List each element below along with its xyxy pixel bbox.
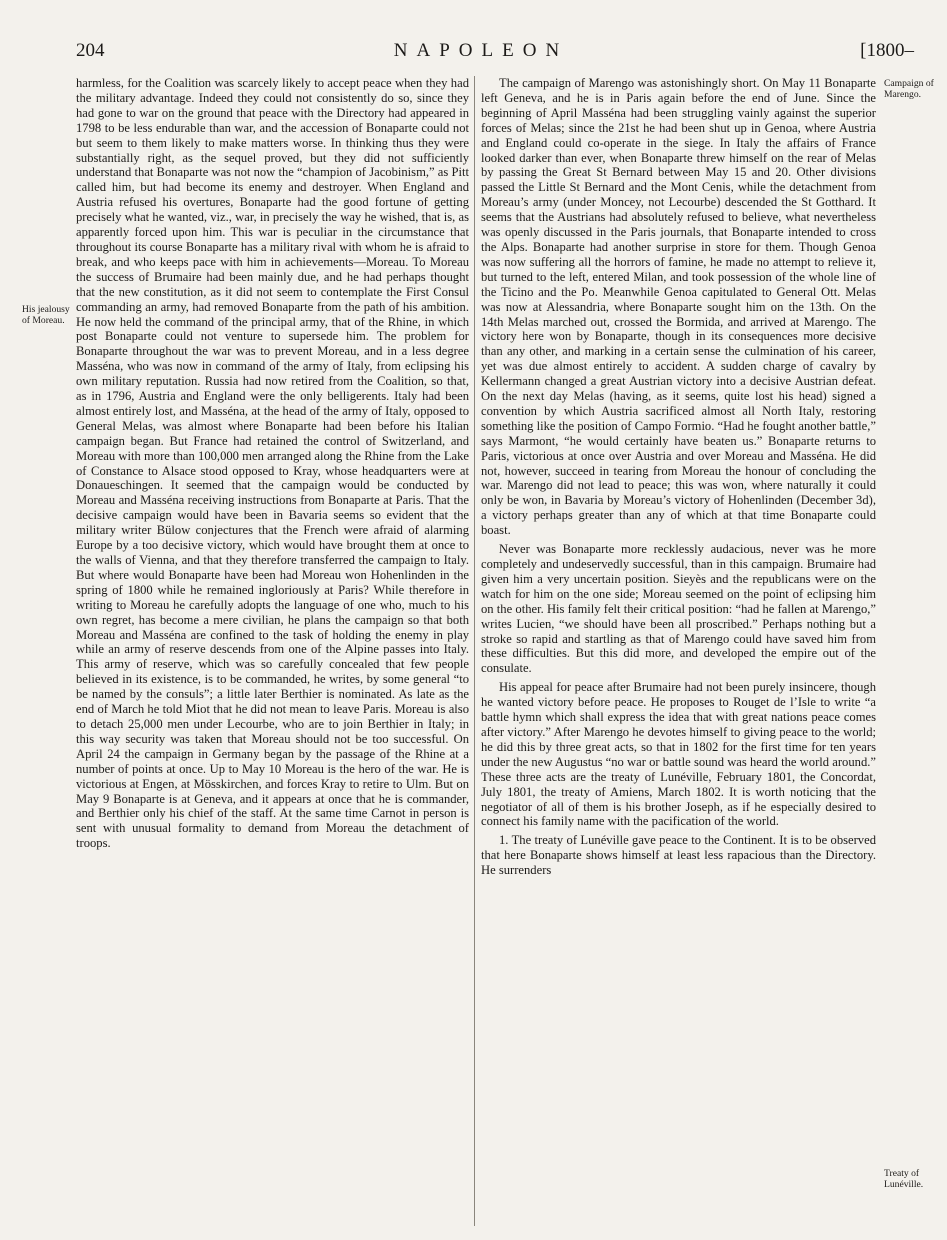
paragraph: harmless, for the Coalition was scarcely likely to accept peace when they had the military advantage. Indeed they could not consistently do so, since they had gone to war on the ground that peace with the Directory had appeared in 1798 to be less endurable than war, and the accession of Bonaparte could not but seem to them likely to make matters worse. In thinking thus they were substantially right, as the sequel proved, but they did not sufficiently understand that Bonaparte was not now the “champion of Jacobinism,” as Pitt called him, but had become its enemy and destroyer. When England and Austria refused his overtures, Bonaparte had the good fortune of getting precisely what he wanted, viz., war, in precisely the way he wished, that is, as apparently forced upon him. This war is peculiar in the circumstance that throughout its course Bonaparte has a military rival with whom he is afraid to break, and who keeps pace with him in achievements—Moreau. To Moreau the success of Brumaire had been mainly due, and he had perhaps thought that the new constitution, as it did not seem to contemplate the First Consul commanding an army, had removed Bonaparte from the path of his ambition. He now held the command of the principal army, that of the Rhine, in which post Bonaparte could not venture to supersede him. The problem for Bonaparte throughout the war was to prevent Moreau, and in a less degree Masséna, who was now in command of the army of Italy, from eclipsing his own military reputation. Russia had now retired from the Coalition, so that, as in 1796, Austria and England were the only belligerents. Italy had been almost entirely lost, and Masséna, at the head of the army of Italy, opposed to General Melas, was almost where Bonaparte had been before his Italian campaign began. But France had retained the control of Switzerland, and Moreau with more than 100,000 men arranged along the Rhine from the Lake of Constance to Alsace stood opposed to Kray, whose headquarters were at Donaueschingen. It seemed that the campaign would be conducted by Moreau and Masséna receiving instructions from Bonaparte at Paris. That the decisive campaign would have been in Bavaria seems so evident that the military writer Bülow conjectures that the French were afraid of alarming Europe by a too decisive victory, which would have brought them at once to the walls of Vienna, and that they therefore transferred the campaign to Italy. But where would Bonaparte have been had Moreau won Hohenlinden in the spring of 1800 while he remained ingloriously at Paris? While therefore in writing to Moreau he carefully adopts the language of one who, much to his own regret, has become a mere civilian, he plans the campaign so that both Moreau and Masséna are confined to the task of holding the enemy in play while an army of reserve descends from one of the Alpine passes into Italy. This army of reserve, which was so carefully concealed that few people believed in its existence, is to be commanded, he writes, by some general “to be named by the consuls”; a little later Berthier is nominated. As late as the end of March he told Miot that he did not mean to leave Paris. Moreau is also to detach 25,000 men under Lecourbe, who are to join Berthier in Italy; in this way security was taken that Moreau should not be too successful. On April 24 the campaign in Germany began by the passage of the Rhine at a number of points at once. Up to May 10 Moreau is the hero of the war. He is victorious at Engen, at Mösskirchen, and forces Kray to retire to Ulm. But on May 9 Bonaparte is at Geneva, and it appears at once that he is commander, and Berthier only his chief of the staff. At the same time Carnot in person is sent with unusual formality to demand from Moreau the detachment of troops. bbox=[76, 76, 469, 851]
running-title: NAPOLEON bbox=[393, 40, 569, 61]
right-column bbox=[481, 76, 876, 1226]
paragraph: His appeal for peace after Brumaire had not been purely insincere, though he wanted victory before peace. He proposes to Rouget de l’Isle to write “a battle hymn which shall express the idea that with great nations peace comes after victory.” After Marengo he devotes himself to giving peace to the world; he did this by three great acts, so that in 1802 for the first time for ten years under the new Augustus “no war or battle sound was heard the world around.” These three acts are the treaty of Lunéville, February 1801, the Concordat, July 1801, the treaty of Amiens, March 1802. It is worth noticing that the negotiator of all of them is his brother Joseph, as if he especially desired to connect his family name with the pacification of the world. bbox=[481, 680, 876, 829]
column-divider bbox=[474, 76, 475, 1226]
left-column bbox=[76, 76, 469, 1226]
margin-note-luneville: Treaty of Lunéville. bbox=[884, 1168, 924, 1190]
date-range: [1800– bbox=[860, 40, 914, 61]
margin-note-jealousy: His jealousy of Moreau. bbox=[22, 304, 70, 326]
margin-note-marengo: Campaign of Marengo. bbox=[884, 78, 934, 100]
paragraph: 1. The treaty of Lunéville gave peace to the Continent. It is to be observed that here Bonaparte shows himself at least less rapacious than the Directory. He surrenders bbox=[481, 833, 876, 878]
page-number: 204 bbox=[76, 40, 105, 61]
page-header bbox=[76, 40, 914, 66]
paragraph: The campaign of Marengo was astonishingly short. On May 11 Bonaparte left Geneva, and he is in Paris again before the end of June. Since the beginning of April Masséna had been struggling vainly against the superior forces of Melas; since the 21st he had been shut up in Genoa, where Austria and England could co-operate in the siege. In Italy the affairs of France looked darker than ever, when Bonaparte threw himself on the rear of Melas by passing the Great St Bernard between May 15 and 20. Other divisions passed the Little St Bernard and the Mont Cenis, while the detachment from Moreau’s army (under Moncey, not Lecourbe) descended the St Gotthard. It seems that the Austrians had absolutely refused to believe, what nevertheless was openly discussed in the Paris journals, that Bonaparte intended to cross the Alps. Bonaparte had another surprise in store for them. Though Genoa was now suffering all the horrors of famine, he made no attempt to relieve it, but turned to the left, entered Milan, and took possession of the whole line of the Ticino and the Po. Meanwhile Genoa capitulated to General Ott. Melas was now at Alessandria, where Bonaparte sought him on the 13th. On the 14th Melas marched out, crossed the Bormida, and arrived at Marengo. The victory here won by Bonaparte, though in its consequences more decisive than any other, and marking in a certain sense the culmination of his career, yet was due almost entirely to accident. A sudden charge of cavalry by Kellermann changed a great Austrian victory into a decisive Austrian defeat. On the next day Melas (having, as it seems, quite lost his head) signed a convention by which Austria sacrificed almost all North Italy, restoring something like the position of Campo Formio. “Had he fought another battle,” says Marmont, “he would certainly have beaten us.” Bonaparte returns to Paris, victorious at once over Austria and over Moreau and Masséna. He did not, however, succeed in tearing from Moreau the honour of concluding the war. Marengo did not lead to peace; this was won, where naturally it could only be won, in Bavaria by Moreau’s victory of Hohenlinden (December 3d), a victory perhaps greater than any of which at that time Bonaparte could boast. bbox=[481, 76, 876, 538]
paragraph: Never was Bonaparte more recklessly audacious, never was he more completely and undeservedly successful, than in this campaign. Brumaire had given him a very uncertain position. Sieyès and the republicans were on the watch for him on the one side; Moreau seemed on the point of eclipsing him on the other. His family felt their critical position: “had he fallen at Marengo,” writes Lucien, “we should have been all proscribed.” Perhaps nothing but a stroke so rapid and startling as that of Marengo could have saved him from these difficulties. But this did more, and developed the empire out of the consulate. bbox=[481, 542, 876, 676]
